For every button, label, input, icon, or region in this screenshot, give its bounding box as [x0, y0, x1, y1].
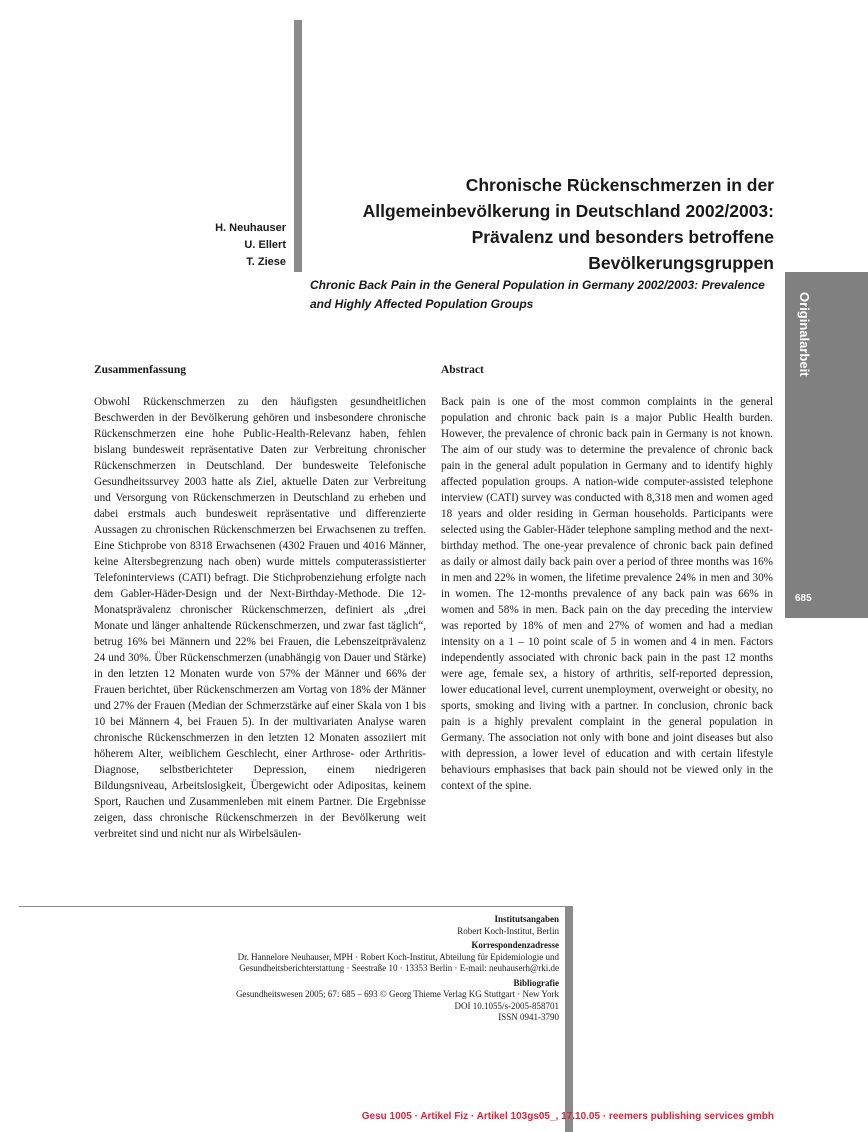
correspondence-heading: Korrespondenzadresse [471, 940, 559, 950]
zusammenfassung-body [94, 394, 426, 842]
title-line: Allgemeinbevölkerung in Deutschland 2002/2003: [362, 201, 774, 221]
footer-divider [19, 906, 566, 907]
title-line: Bevölkerungsgruppen [588, 253, 774, 273]
zusammenfassung-heading: Zusammenfassung [94, 364, 187, 376]
bibliography-heading: Bibliografie [513, 977, 559, 988]
bibliography-line: Gesundheitswesen 2005; 67: 685 – 693 © Georg Thieme Verlag KG Stuttgart · New York [235, 989, 559, 999]
decorative-vertical-bar-bottom [565, 906, 573, 1132]
institute-text: Robert Koch-Institut, Berlin [457, 925, 559, 936]
abstract-body [441, 394, 773, 794]
zusammenfassung-text: Obwohl Rückenschmerzen zu den häufigsten gesundheitlichen Beschwerden in der Bevölkerung gehören und insbesondere chronische Rückenschmerzen eine hohe Public-Health-Relevanz haben, fehlen bislang bundesweit repräsentative Daten zur Verbreitung chronischer Rückenschmerzen in Deutschland. Der bundesweite Telefonische Gesundheitssurvey 2003 hatte als Ziel, aktuelle Daten zur Verbreitung und Versorgung von Rückenschmerzen in Deutschland zu erheben und dabei erstmals auch bundesweit repräsentative und differenzierte Aussagen zu chronischen Rückenschmerzen bei Erwachsenen zu treffen. Eine Stichprobe von 8318 Erwachsenen (4302 Frauen und 4016 Männer, keine Altersbegrenzung nach oben) wurde mittels computerassistierter Telefoninterviews (CATI) befragt. Die Stichprobenziehung erfolgte nach dem Gabler-Häder-Design und der Next-Birthday-Methode. Die 12-Monatsprävalenz chronischer Rückenschmerzen, definiert als „drei Monate und länger anhaltende Rückenschmerzen, und zwar fast täglich“, betrug 16% bei Männern und 22% bei Frauen, die Lebenszeitprävalenz 24 und 30%. Über Rückenschmerzen (unabhängig von Dauer und Stärke) in den letzten 12 Monaten wurde von 57% der Männer und 66% der Frauen berichtet, über Rückenschmerzen am Vortag von 18% der Männer und 27% der Frauen (Median der Schmerzstärke auf einer Skala von 1 bis 10 bei Männern 4, bei Frauen 5). In der multivariaten Analyse waren chronische Rückenschmerzen in den letzten 12 Monaten assoziiert mit höherem Alter, weiblichem Geschlecht, einer Arthrose- oder Arthritis-Diagnose, selbstberichteter Depression, einem niedrigeren Bildungsniveau, Arbeitslosigkeit, Übergewicht oder Adipositas, keinem Sport, Rauchen und Zusammenleben mit einem Partner. Die Ergebnisse zeigen, dass chronische Rückenschmerzen in der Bevölkerung weit verbreitet sind und nicht nur als Wirbelsäulen- [94, 396, 426, 840]
section-tab-label-wrap [797, 292, 817, 392]
abstract-heading: Abstract [441, 364, 484, 376]
author-name: T. Ziese [246, 256, 286, 268]
author-name: H. Neuhauser [215, 222, 286, 234]
english-title-line: and Highly Affected Population Groups [310, 297, 534, 311]
article-title [310, 172, 774, 276]
title-line: Prävalenz und besonders betroffene [471, 227, 774, 247]
page-number: 685 [795, 593, 812, 604]
english-title-line: Chronic Back Pain in the General Population in Germany 2002/2003: Prevalence [310, 278, 765, 292]
title-line: Chronische Rückenschmerzen in der [465, 175, 774, 195]
institute-heading: Institutsangaben [494, 914, 559, 924]
author-list [160, 220, 286, 271]
print-production-line: Gesu 1005 · Artikel Fiz · Artikel 103gs05_, 17.10.05 · reemers publishing services gmbh [361, 1111, 774, 1122]
issn-text: ISSN 0941-3790 [498, 1012, 559, 1022]
english-title [310, 276, 785, 314]
author-name: U. Ellert [244, 239, 286, 251]
section-tab-label: Originalarbeit [797, 292, 812, 377]
doi-text: DOI 10.1055/s-2005-858701 [454, 1000, 559, 1011]
article-info-footer [100, 914, 559, 1024]
correspondence-line: Dr. Hannelore Neuhauser, MPH · Robert Koch-Institut, Abteilung für Epidemiologie und [237, 951, 559, 962]
correspondence-line: Gesundheitsberichterstattung · Seestraße 10 · 13353 Berlin · E-mail: neuhauserh@rki.de [239, 963, 559, 973]
decorative-vertical-bar-top [294, 20, 302, 272]
abstract-text: Back pain is one of the most common complaints in the general population and chronic back pain is a major Public Health burden. However, the prevalence of chronic back pain in Germany is not known. The aim of our study was to determine the prevalence of chronic back pain in the general adult population in Germany and to identify highly affected population groups. A nation-wide computer-assisted telephone interview (CATI) survey was conducted with 8,318 men and women aged 18 years and older residing in German households. Participants were selected using the Gabler-Häder telephone sampling method and the next-birthday method. The one-year prevalence of chronic back pain defined as daily or almost daily back pain over a period of three months was 16% in men and 22% in women, the lifetime prevalence 24% in men and 30% in women. The 12-months prevalence of any back pain was 66% in women and 58% in men. Back pain on the day preceding the interview was reported by 18% of men and 27% of women and had a median intensity on a 1 – 10 point scale of 5 in women and 4 in men. Factors independently associated with chronic back pain in the past 12 months were age, female sex, a history of arthritis, self-reported depression, lower educational level, current unemployment, overweight or obesity, no sports, smoking and living with a partner. In conclusion, chronic back pain is a highly prevalent complaint in the general population in Germany. The association not only with bone and joint diseases but also with depression, a lower level of education and with certain lifestyle behaviours emphasises that back pain should not be viewed only in the context of the spine. [441, 396, 773, 792]
